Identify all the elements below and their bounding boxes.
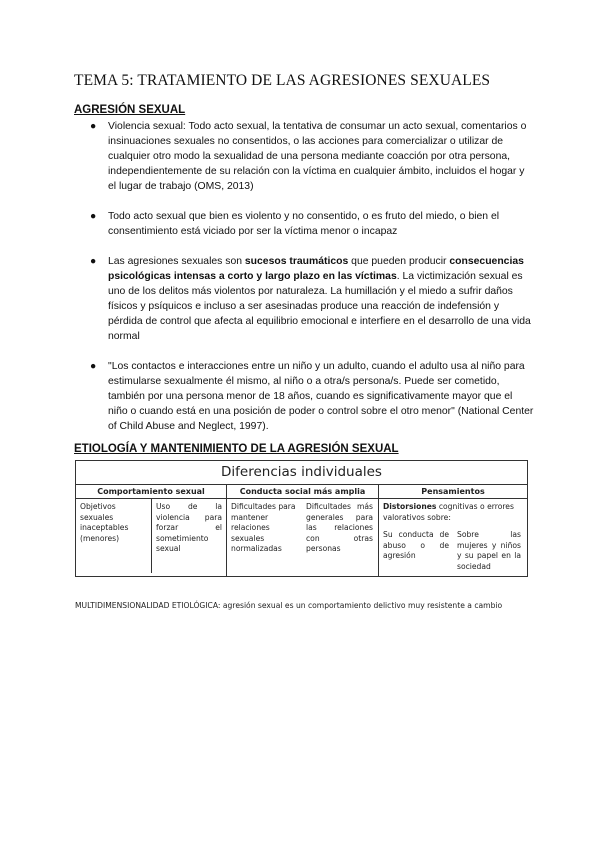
table-caption: Diferencias individuales bbox=[76, 461, 528, 485]
bullet-icon: ● bbox=[90, 256, 97, 267]
bullet-list bbox=[74, 119, 534, 434]
cell-conducta: Dificultades para mantener relaciones sexuales normalizadas Dificultades más generales para las relaciones con otras personas bbox=[227, 499, 379, 577]
individual-differences-table bbox=[75, 460, 528, 577]
group-header-comportamiento: Comportamiento sexual bbox=[76, 485, 227, 499]
bullet-icon: ● bbox=[90, 121, 97, 132]
bullet-icon: ● bbox=[90, 361, 97, 372]
cell-pensamientos: Distorsiones cognitivas o errores valorativos sobre: Su conducta de abuso o de agresión Sobre las mujeres y niños y su papel en la sociedad bbox=[379, 499, 528, 577]
list-item: ● Violencia sexual: Todo acto sexual, la tentativa de consumar un acto sexual, comentarios o insinuaciones sexuales no consentidos, o las acciones para comercializar o utilizar de cualquier otro modo la sexualidad de una persona mediante coacción por otra persona, independientemente de su relación con la víctima en cualquier ámbito, incluidos el hogar y el lugar de trabajo (OMS, 2013) bbox=[90, 121, 527, 192]
bullet-icon: ● bbox=[90, 211, 97, 222]
group-header-pensamientos: Pensamientos bbox=[379, 485, 528, 499]
list-item: ● Todo acto sexual que bien es violento y no consentido, o es fruto del miedo, o bien el consentimiento está viciado por ser la víctima menor o incapaz bbox=[90, 211, 500, 237]
section-heading-etiologia: ETIOLOGÍA Y MANTENIMIENTO DE LA AGRESIÓN SEXUAL bbox=[74, 443, 399, 455]
list-item: ● Las agresiones sexuales son sucesos traumáticos que pueden producir consecuencias psicológicas intensas a corto y largo plazo en las víctimas. La victimización sexual es uno de los delitos más violentos por naturaleza. La humillación y el miedo a sufrir daños físicos y psíquicos e incluso a ser asesinadas produce una reacción de indefensión y pérdida de control que afecta al equilibrio emocional e interfiere en el desarrollo de una vida normal bbox=[90, 256, 531, 342]
list-item: ● "Los contactos e interacciones entre un niño y un adulto, cuando el adulto usa al niño para estimularse sexualmente él mismo, al niño o a otra/s persona/s. Puede ser cometido, también por una persona menor de 18 años, cuando es significativamente mayor que el niño o cuando está en una posición de poder o control sobre el otro menor" (National Center of Child Abuse and Neglect, 1997). bbox=[90, 361, 534, 432]
group-header-conducta: Conducta social más amplia bbox=[227, 485, 379, 499]
section-heading-agresion: AGRESIÓN SEXUAL bbox=[74, 104, 186, 116]
page-title: TEMA 5: TRATAMIENTO DE LAS AGRESIONES SEXUALES bbox=[74, 72, 491, 89]
footnote: MULTIDIMENSIONALIDAD ETIOLÓGICA: agresión sexual es un comportamiento delictivo muy resistente a cambio bbox=[75, 601, 503, 610]
cell-comportamiento: Objetivos sexuales inaceptables (menores) Uso de la violencia para forzar el sometimiento sexual bbox=[76, 499, 227, 577]
